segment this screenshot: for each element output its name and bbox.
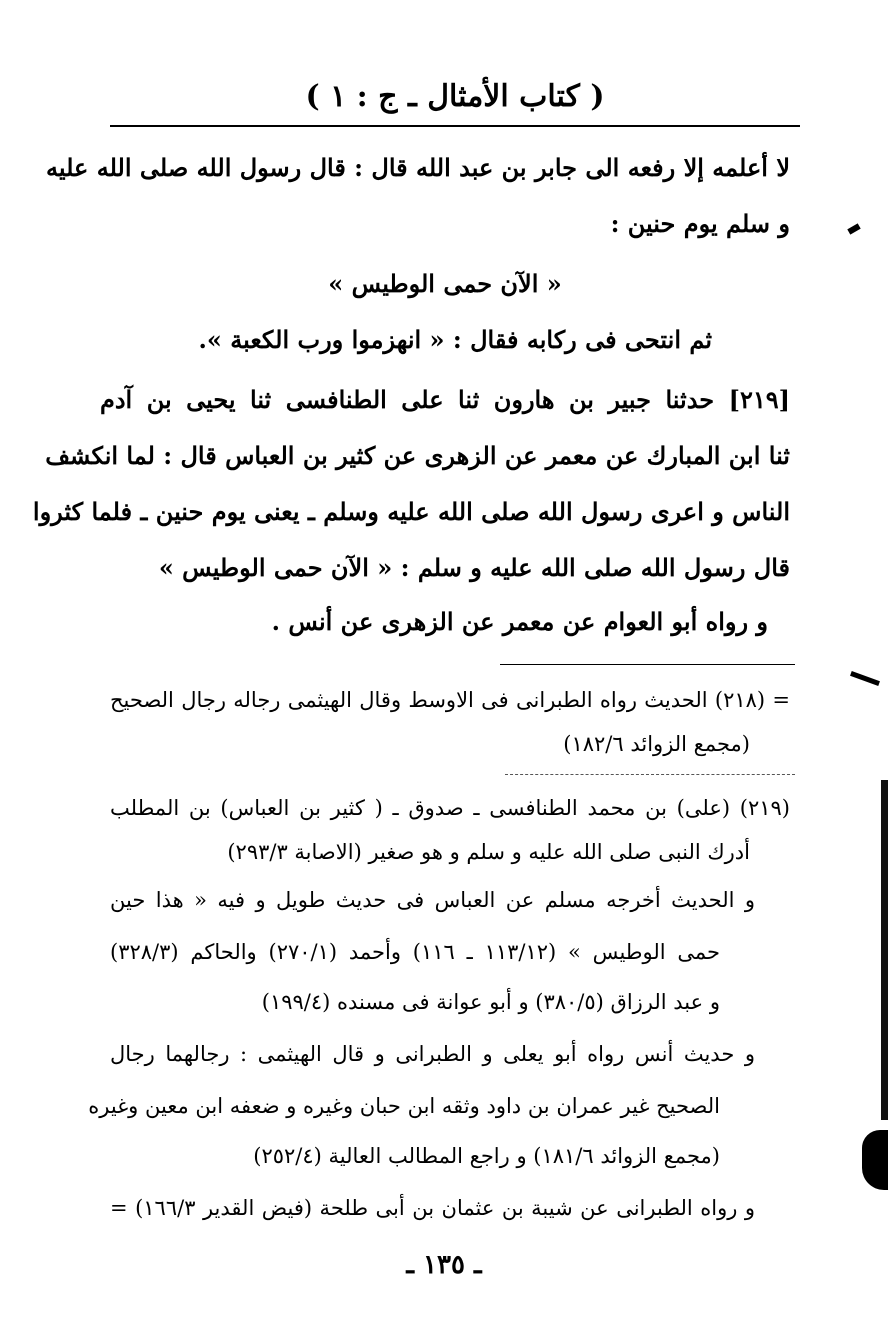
text-line-4: ثم انتحى فى ركابه فقال : « انهزموا ورب الكعبة ». xyxy=(198,325,712,354)
hadith-219-line-4: قال رسول الله صلى الله عليه و سلم : « الآن حمى الوطيس » xyxy=(158,553,790,582)
footnote-219-line-3: و الحديث أخرجه مسلم عن العباس فى حديث طويل و فيه « هذا حين xyxy=(110,888,755,912)
footnote-separator xyxy=(500,664,795,665)
footnote-219-line-5: و عبد الرزاق (٣٨٠/٥) و أبو عوانة فى مسنده (١٩٩/٤) xyxy=(261,990,720,1014)
footnote-219-line-4: حمى الوطيس » (١١٣/١٢ ـ ١١٦) وأحمد (٢٧٠/١) والحاكم (٣٢٨/٣) xyxy=(110,940,720,964)
footnote-219-line-7: الصحيح غير عمران بن داود وثقه ابن حبان وغيره و ضعفه ابن معين وغيره xyxy=(88,1094,720,1118)
hadith-219-line-1: [٢١٩] حدثنا جبير بن هارون ثنا على الطنافسى ثنا يحيى بن آدم xyxy=(100,385,790,414)
scan-edge-shadow xyxy=(881,780,888,1120)
running-header-title: ( كتاب الأمثال ـ ج : ١ ) xyxy=(305,79,605,114)
quote-line: « الآن حمى الوطيس » xyxy=(328,269,562,298)
scan-edge-blot xyxy=(862,1130,888,1190)
hadith-219-line-3: الناس و اعرى رسول الله صلى الله عليه وسلم ـ يعنى يوم حنين ـ فلما كثروا xyxy=(32,497,790,526)
footnote-219-line-2: أدرك النبى صلى الله عليه و سلم و هو صغير (الاصابة ٢٩٣/٣) xyxy=(227,840,750,864)
text-line-1: لا أعلمه إلا رفعه الى جابر بن عبد الله قال : قال رسول الله صلى الله عليه xyxy=(46,153,790,182)
scan-edge-mark xyxy=(847,223,860,234)
footnote-219-line-8: (مجمع الزوائد ١٨١/٦) و راجع المطالب العالية (٢٥٢/٤) xyxy=(253,1144,720,1168)
footnote-219-line-1: (٢١٩) (على) بن محمد الطنافسى ـ صدوق ـ ( كثير بن العباس) بن المطلب xyxy=(110,796,790,820)
footnote-218-line-1: = (٢١٨) الحديث رواه الطبرانى فى الاوسط وقال الهيثمى رجاله رجال الصحيح xyxy=(110,688,790,712)
hadith-219-line-2: ثنا ابن المبارك عن معمر عن الزهرى عن كثير بن العباس قال : لما انكشف xyxy=(45,441,790,470)
footnote-219-line-9: و رواه الطبرانى عن شيبة بن عثمان بن أبى طلحة (فيض القدير ١٦٦/٣) = xyxy=(110,1196,755,1220)
text-line-2: و سلم يوم حنين : xyxy=(610,209,790,238)
footnote-219-line-6: و حديث أنس رواه أبو يعلى و الطبرانى و قال الهيثمى : رجالهما رجال xyxy=(110,1042,755,1066)
footnote-dotted-separator xyxy=(505,774,795,775)
header-rule xyxy=(110,125,800,127)
footnote-218-line-2: (مجمع الزوائد ١٨٢/٦) xyxy=(563,732,750,756)
page-number: ـ ١٣٥ ـ xyxy=(406,1250,482,1280)
scan-edge-mark xyxy=(850,671,880,686)
hadith-219-line-5: و رواه أبو العوام عن معمر عن الزهرى عن أنس . xyxy=(271,607,768,636)
